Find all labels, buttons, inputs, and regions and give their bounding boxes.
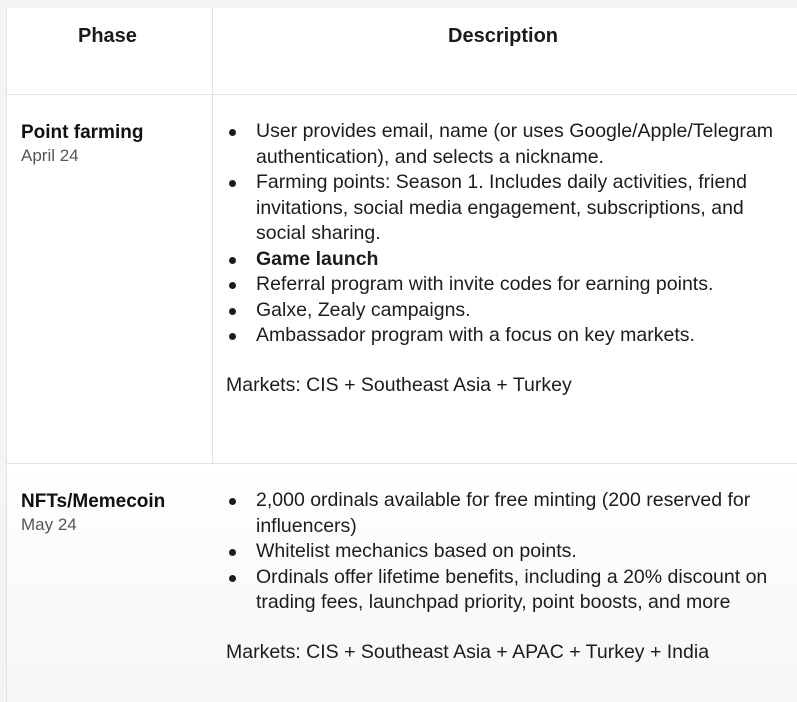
table-row: [7, 95, 797, 464]
bullet-item: Ordinals offer lifetime benefits, including a 20% discount on trading fees, launchpad priority, point boosts, and more: [226, 565, 786, 616]
phase-cell: [21, 121, 143, 167]
bullet-item: User provides email, name (or uses Google/Apple/Telegram authentication), and selects a nickname.: [226, 119, 786, 170]
bullet-item: 2,000 ordinals available for free minting (200 reserved for influencers): [226, 488, 786, 539]
phase-date: April 24: [21, 146, 79, 165]
bullet-item: Galxe, Zealy campaigns.: [226, 298, 786, 324]
phase-name: NFTs/Memecoin: [21, 491, 166, 512]
roadmap-table: [6, 8, 797, 702]
phase-name: Point farming: [21, 122, 144, 143]
bullet-item: Farming points: Season 1. Includes daily activities, friend invitations, social media engagement, subscriptions, and social sharing.: [226, 170, 786, 247]
bullet-item: Whitelist mechanics based on points.: [226, 539, 786, 565]
phase-date: May 24: [21, 515, 77, 534]
header-description: Description: [448, 25, 559, 47]
bullet-item: Game launch: [226, 247, 786, 273]
bullet-list: [226, 119, 786, 349]
phase-cell: [21, 490, 165, 536]
description-cell: [226, 119, 786, 398]
table-row: [7, 464, 797, 702]
header-phase: Phase: [78, 25, 137, 47]
markets-text: Markets: CIS + Southeast Asia + Turkey: [226, 373, 572, 396]
bullet-item: Ambassador program with a focus on key markets.: [226, 323, 786, 349]
markets-text: Markets: CIS + Southeast Asia + APAC + Turkey + India: [226, 640, 710, 663]
bullet-list: [226, 488, 786, 616]
bullet-item: Referral program with invite codes for earning points.: [226, 272, 786, 298]
description-cell: [226, 488, 786, 665]
table-header-row: [7, 8, 797, 95]
